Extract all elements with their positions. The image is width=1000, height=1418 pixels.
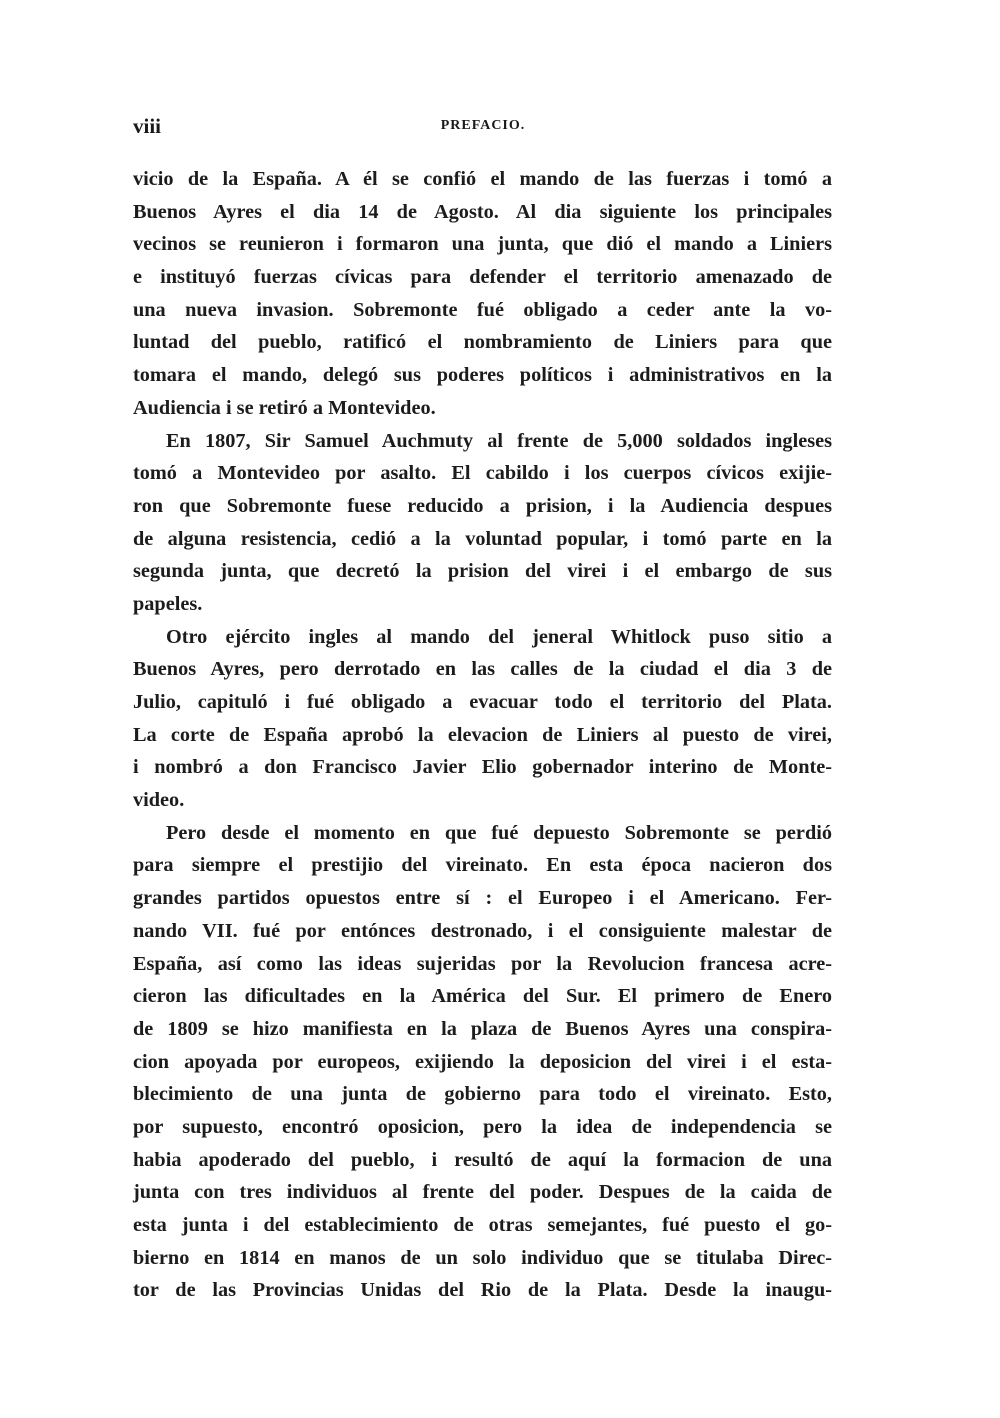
text-line: esta junta i del establecimiento de otras semejantes, fué puesto el go-: [133, 1214, 832, 1236]
text-line: tor de las Provincias Unidas del Rio de la Plata. Desde la inaugu-: [133, 1279, 832, 1302]
text-line: tomó a Montevideo por asalto. El cabildo i los cuerpos cívicos exijie-: [133, 462, 832, 485]
paragraph: [133, 425, 832, 621]
text-line: e instituyó fuerzas cívicas para defender el territorio amenazado de: [133, 266, 832, 289]
body-text: [133, 163, 832, 1307]
text-line: habia apoderado del pueblo, i resultó de aquí la formacion de una: [133, 1148, 832, 1171]
text-line: luntad del pueblo, ratificó el nombramiento de Liniers para que: [133, 331, 832, 354]
paragraph: [133, 817, 832, 1307]
text-line: para siempre el prestijio del vireinato. En esta época nacieron dos: [133, 854, 832, 877]
text-line: papeles.: [133, 592, 203, 615]
text-line: una nueva invasion. Sobremonte fué obligado a ceder ante la vo-: [133, 298, 832, 321]
running-header: [133, 114, 833, 142]
text-line: bierno en 1814 en manos de un solo individuo que se titulaba Direc-: [133, 1246, 832, 1269]
text-line: tomara el mando, delegó sus poderes políticos i administrativos en la: [133, 364, 832, 387]
text-line: video.: [133, 789, 185, 812]
text-line: En 1807, Sir Samuel Auchmuty al frente de 5,000 soldados ingleses: [166, 429, 832, 452]
text-line: de alguna resistencia, cedió a la voluntad popular, i tomó parte en la: [133, 527, 832, 550]
text-line: i nombró a don Francisco Javier Elio gobernador interino de Monte-: [133, 756, 832, 779]
running-title: PREFACIO.: [440, 118, 526, 133]
paragraph: [133, 621, 832, 817]
text-line: Otro ejército ingles al mando del jeneral Whitlock puso sitio a: [166, 625, 832, 648]
text-line: de 1809 se hizo manifiesta en la plaza de Buenos Ayres una conspira-: [133, 1017, 832, 1040]
text-line: Audiencia i se retiró a Montevideo.: [133, 396, 436, 419]
text-line: Julio, capituló i fué obligado a evacuar todo el territorio del Plata.: [133, 691, 832, 713]
paragraph: [133, 163, 832, 425]
text-line: Buenos Ayres el dia 14 de Agosto. Al dia siguiente los principales: [133, 200, 832, 223]
text-line: por supuesto, encontró oposicion, pero la idea de independencia se: [133, 1115, 832, 1138]
text-line: España, así como las ideas sujeridas por la Revolucion francesa acre-: [133, 952, 832, 975]
text-line: Buenos Ayres, pero derrotado en las calles de la ciudad el dia 3 de: [133, 658, 832, 681]
text-line: Pero desde el momento en que fué depuesto Sobremonte se perdió: [166, 821, 832, 844]
text-line: cion apoyada por europeos, exijiendo la deposicion del virei i el esta-: [133, 1050, 832, 1073]
text-line: junta con tres individuos al frente del poder. Despues de la caida de: [133, 1181, 832, 1204]
text-line: blecimiento de una junta de gobierno para todo el vireinato. Esto,: [133, 1083, 832, 1106]
text-line: vecinos se reunieron i formaron una junta, que dió el mando a Liniers: [133, 233, 832, 256]
text-line: vicio de la España. A él se confió el mando de las fuerzas i tomó a: [133, 168, 832, 190]
text-line: La corte de España aprobó la elevacion de Liniers al puesto de virei,: [133, 723, 832, 746]
text-line: nando VII. fué por entónces destronado, i el consiguiente malestar de: [133, 919, 832, 942]
text-line: ron que Sobremonte fuese reducido a prision, i la Audiencia despues: [133, 494, 832, 517]
page-number: viii: [133, 114, 162, 138]
text-line: cieron las dificultades en la América del Sur. El primero de Enero: [133, 985, 832, 1008]
text-line: segunda junta, que decretó la prision del virei i el embargo de sus: [133, 560, 832, 583]
text-line: grandes partidos opuestos entre sí : el Europeo i el Americano. Fer-: [133, 887, 832, 910]
